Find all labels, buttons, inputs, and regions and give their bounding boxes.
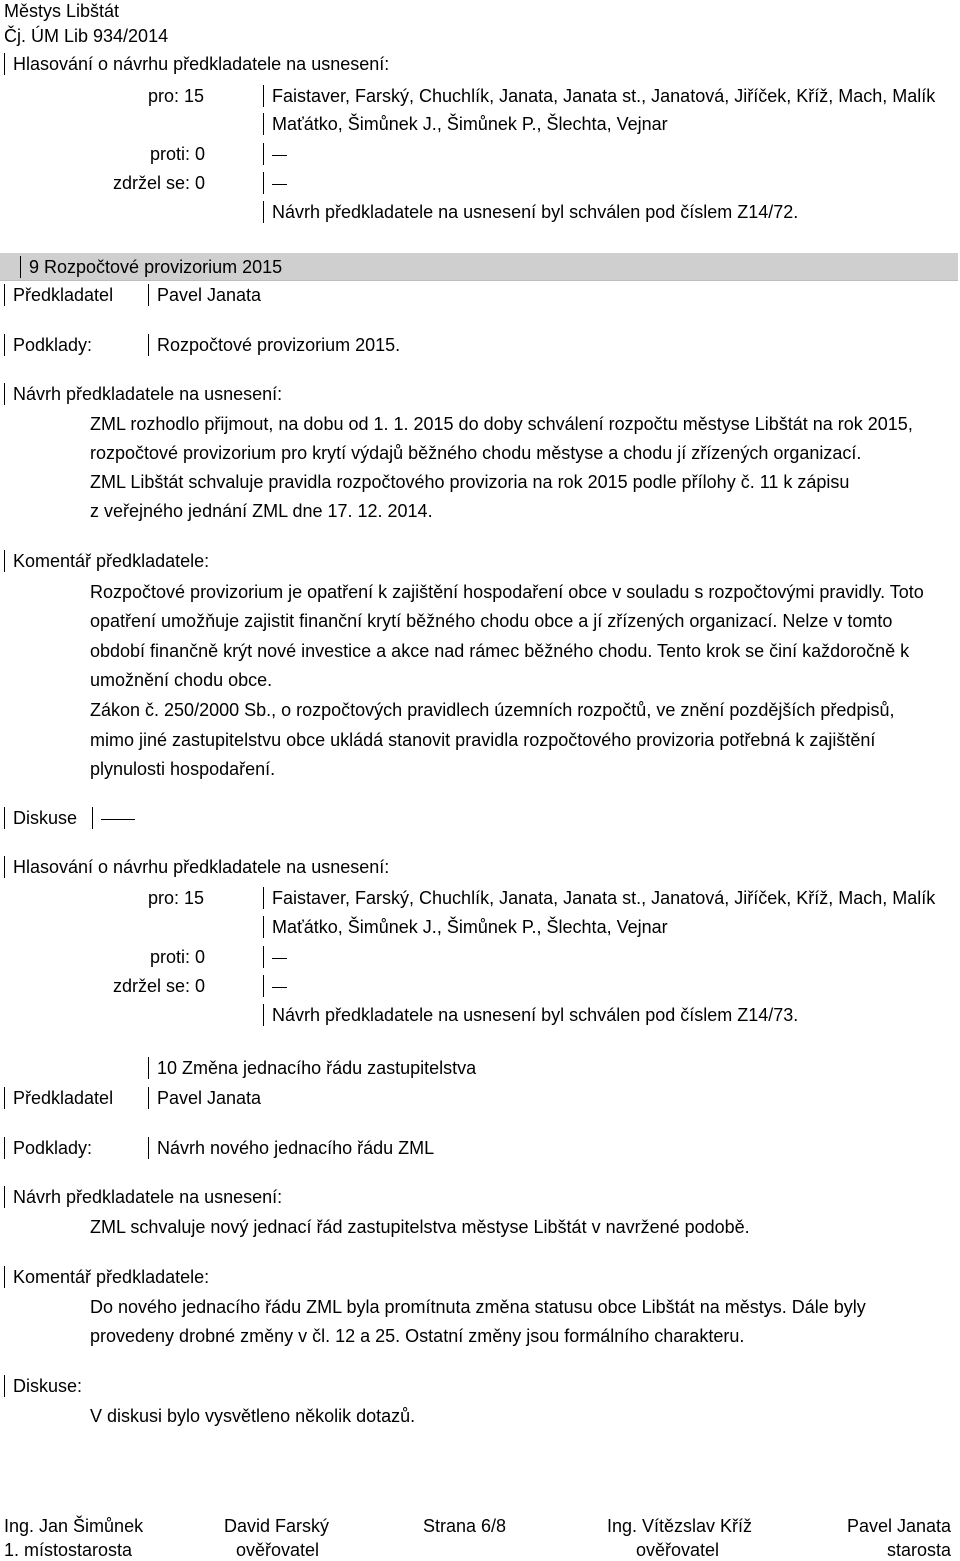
podklady-value: Návrh nového jednacího řádu ZML xyxy=(148,1137,434,1159)
komentar-line: období finančně krýt nové investice a akce nad rámec běžného chodu. Tento krok se činí každoročně k xyxy=(90,641,910,661)
komentar-line: umožnění chodu obce. xyxy=(90,670,273,690)
vote-result: Návrh předkladatele na usnesení byl schválen pod číslem Z14/73. xyxy=(263,1004,798,1026)
signature-role: ověřovatel xyxy=(236,1540,320,1560)
predkladatel-label: Předkladatel xyxy=(4,284,113,306)
komentar-line: Rozpočtové provizorium je opatření k zajištění hospodaření obce v souladu s rozpočtovými pravidly. Toto xyxy=(90,582,924,602)
diskuse-label: Diskuse xyxy=(4,807,77,829)
navrh-line: ZML schvaluje nový jednací řád zastupitelstva městyse Libštát v navržené podobě. xyxy=(90,1217,750,1237)
signature-name: David Farský xyxy=(224,1516,330,1536)
navrh-label: Návrh předkladatele na usnesení: xyxy=(4,383,282,405)
empty-dash xyxy=(272,155,287,157)
komentar-line: mimo jiné zastupitelstvu obce ukládá stanovit pravidla rozpočtového provizoria potřebná k zajištění xyxy=(90,730,876,750)
signature-name: Ing. Vítězslav Kříž xyxy=(607,1516,753,1536)
vote-zdrzel-names xyxy=(263,975,287,997)
vote-proti-names xyxy=(263,946,287,968)
municipality-name: Městys Libštát xyxy=(4,1,120,21)
vote-result: Návrh předkladatele na usnesení byl schválen pod číslem Z14/72. xyxy=(263,201,798,223)
empty-dash xyxy=(101,819,135,821)
podklady-value: Rozpočtové provizorium 2015. xyxy=(148,334,400,356)
navrh-line: rozpočtové provizorium pro krytí výdajů běžného chodu městyse a chodu jí zřízených organizací. xyxy=(90,443,862,463)
vote-pro-names: Faistaver, Farský, Chuchlík, Janata, Janata st., Janatová, Jiříček, Kříž, Mach, Malík xyxy=(263,887,935,909)
empty-dash xyxy=(272,184,287,186)
signature-name: Pavel Janata xyxy=(847,1516,952,1536)
vote-proti-count: proti: 0 xyxy=(150,947,206,967)
vote-title: Hlasování o návrhu předkladatele na usnesení: xyxy=(4,53,389,75)
diskuse-label: Diskuse: xyxy=(4,1375,82,1397)
komentar-line: opatření umožňuje zajistit finanční krytí běžného chodu obce a jí zřízených organizací. Nelze v tomto xyxy=(90,611,893,631)
komentar-line: Do nového jednacího řádu ZML byla promítnuta změna statusu obce Libštát na městys. Dále byly xyxy=(90,1297,866,1317)
navrh-label: Návrh předkladatele na usnesení: xyxy=(4,1186,282,1208)
komentar-label: Komentář předkladatele: xyxy=(4,1266,209,1288)
navrh-line: z veřejného jednání ZML dne 17. 12. 2014. xyxy=(90,501,433,521)
agenda-item-title: 9 Rozpočtové provizorium 2015 xyxy=(20,256,282,278)
predkladatel-label: Předkladatel xyxy=(4,1087,113,1109)
komentar-line: provedeny drobné změny v čl. 12 a 25. Ostatní změny jsou formálního charakteru. xyxy=(90,1326,745,1346)
empty-dash xyxy=(272,987,287,989)
vote-pro-count: pro: 15 xyxy=(148,888,205,908)
vote-title: Hlasování o návrhu předkladatele na usnesení: xyxy=(4,856,389,878)
vote-zdrzel-names xyxy=(263,172,287,194)
vote-pro-names-cont: Maťátko, Šimůnek J., Šimůnek P., Šlechta, Vejnar xyxy=(263,113,668,135)
signature-role: ověřovatel xyxy=(636,1540,720,1560)
podklady-label: Podklady: xyxy=(4,334,92,356)
signature-role: 1. místostarosta xyxy=(4,1540,133,1560)
podklady-label: Podklady: xyxy=(4,1137,92,1159)
komentar-label: Komentář předkladatele: xyxy=(4,550,209,572)
vote-pro-count: pro: 15 xyxy=(148,86,205,106)
reference-number: Čj. ÚM Lib 934/2014 xyxy=(4,26,169,46)
navrh-line: ZML Libštát schvaluje pravidla rozpočtového provizoria na rok 2015 podle přílohy č. 11 k zápisu xyxy=(90,472,850,492)
agenda-item-bar xyxy=(0,253,958,281)
page-number: Strana 6/8 xyxy=(423,1516,507,1536)
signature-name: Ing. Jan Šimůnek xyxy=(4,1516,144,1536)
vote-pro-names: Faistaver, Farský, Chuchlík, Janata, Janata st., Janatová, Jiříček, Kříž, Mach, Malík xyxy=(263,85,935,107)
diskuse-value xyxy=(92,807,135,829)
agenda-item-title: 10 Změna jednacího řádu zastupitelstva xyxy=(148,1057,476,1079)
predkladatel-value: Pavel Janata xyxy=(148,1087,261,1109)
komentar-line: plynulosti hospodaření. xyxy=(90,759,276,779)
vote-proti-names xyxy=(263,143,287,165)
komentar-line: Zákon č. 250/2000 Sb., o rozpočtových pravidlech územních rozpočtů, ve znění pozdějších předpisů, xyxy=(90,700,895,720)
predkladatel-value: Pavel Janata xyxy=(148,284,261,306)
vote-zdrzel-count: zdržel se: 0 xyxy=(113,173,206,193)
vote-pro-names-cont: Maťátko, Šimůnek J., Šimůnek P., Šlechta, Vejnar xyxy=(263,916,668,938)
vote-zdrzel-count: zdržel se: 0 xyxy=(113,976,206,996)
signature-role: starosta xyxy=(887,1540,952,1560)
diskuse-text: V diskusi bylo vysvětleno několik dotazů. xyxy=(90,1406,416,1426)
empty-dash xyxy=(272,958,287,960)
vote-proti-count: proti: 0 xyxy=(150,144,206,164)
navrh-line: ZML rozhodlo přijmout, na dobu od 1. 1. 2015 do doby schválení rozpočtu městyse Libštát na rok 2015, xyxy=(90,414,913,434)
